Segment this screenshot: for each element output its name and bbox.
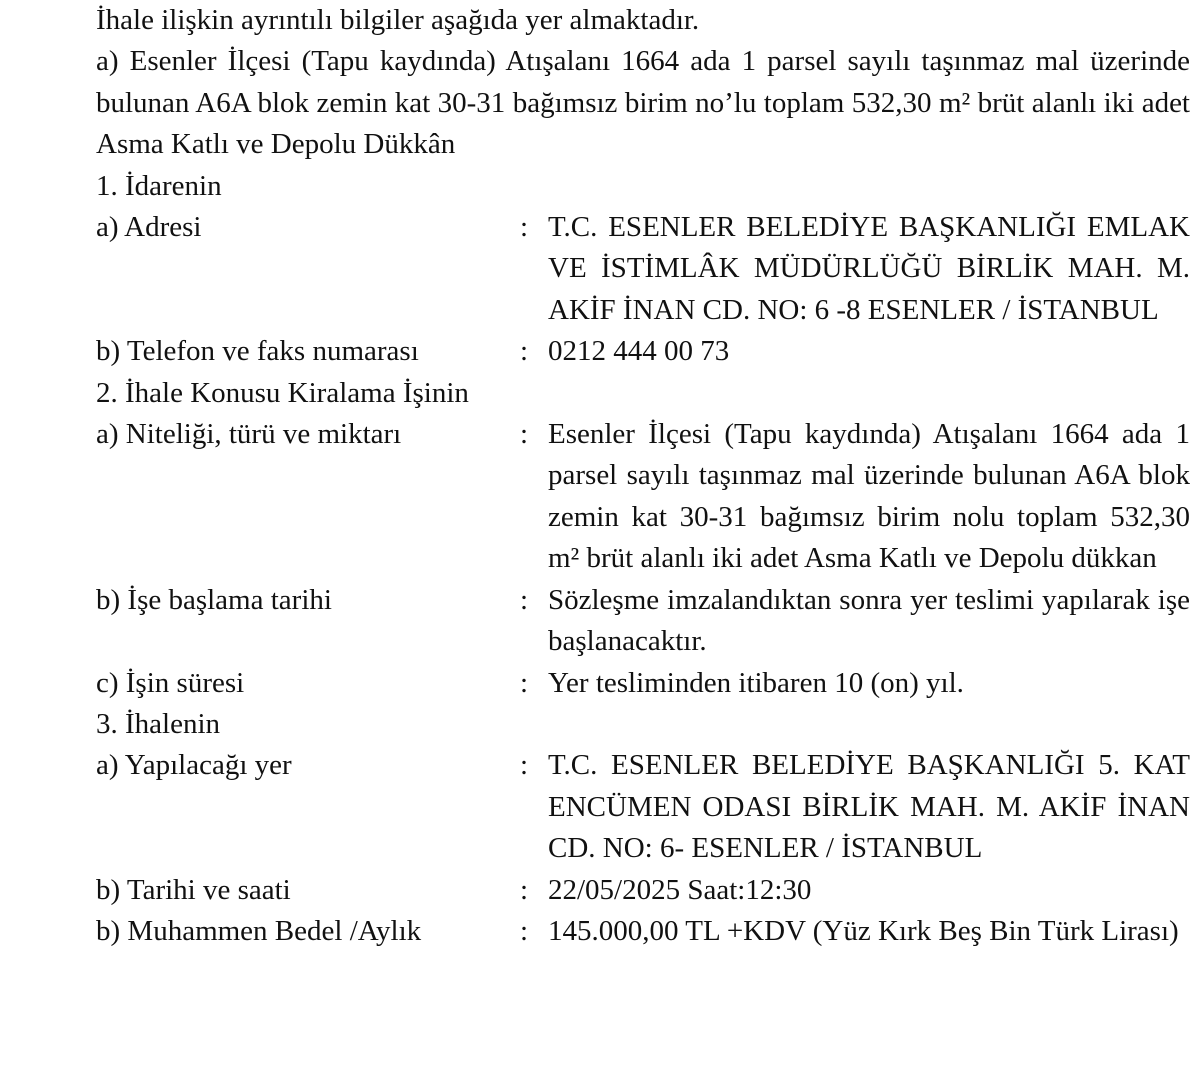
row-label: b) Telefon ve faks numarası (96, 335, 419, 368)
intro-text: İhale ilişkin ayrıntılı bilgiler aşağıda yer almaktadır. (96, 4, 700, 36)
row-value: Yer tesliminden itibaren 10 (on) yıl. (548, 666, 964, 699)
section-2-heading: 2. İhale Konusu Kiralama İşinin (96, 376, 469, 409)
item-a-description: a) Esenler İlçesi (Tapu kaydında) Atışalanı 1664 ada 1 parsel sayılı taşınmaz mal üzerinde bulunan A6A blok zemin kat 30-31 bağımsız birim no’lu toplam 532,30 m² brüt alanlı iki adet Asma Katlı ve Depolu Dükkân (96, 45, 1190, 161)
row-separator: : (520, 873, 529, 906)
section-1-heading: 1. İdarenin (96, 169, 222, 202)
row-value: Sözleşme imzalandıktan sonra yer teslimi yapılarak işe başlanacaktır. (548, 583, 1190, 658)
row-label: a) Yapılacağı yer (96, 749, 292, 782)
row-venue (96, 745, 1190, 869)
row-administration-address (96, 207, 1190, 331)
row-separator: : (520, 211, 529, 244)
row-label: a) Adresi (96, 211, 202, 244)
row-label: c) İşin süresi (96, 666, 245, 699)
row-separator: : (520, 914, 529, 947)
row-label: a) Niteliği, türü ve miktarı (96, 418, 402, 451)
row-estimated-price (96, 911, 1190, 952)
row-separator: : (520, 583, 529, 616)
row-phone-fax (96, 331, 1190, 372)
row-separator: : (520, 749, 529, 782)
row-value: 145.000,00 TL +KDV (Yüz Kırk Beş Bin Türk Lirası) (548, 914, 1179, 947)
section-3-heading: 3. İhalenin (96, 707, 221, 740)
row-separator: : (520, 335, 529, 368)
row-value: T.C. ESENLER BELEDİYE BAŞKANLIĞI 5. KAT ENCÜMEN ODASI BİRLİK MAH. M. AKİF İNAN CD. NO: 6- ESENLER / İSTANBUL (548, 749, 1190, 865)
row-label: b) Tarihi ve saati (96, 873, 291, 906)
row-label: b) İşe başlama tarihi (96, 583, 332, 616)
row-separator: : (520, 666, 529, 699)
tender-notice-document (96, 0, 1190, 952)
row-date-time (96, 870, 1190, 911)
row-value: Esenler İlçesi (Tapu kaydında) Atışalanı 1664 ada 1 parsel sayılı taşınmaz mal üzerinde bulunan A6A blok zemin kat 30-31 bağımsız birim nolu toplam 532,30 m² brüt alanlı iki adet Asma Katlı ve Depolu dükkan (548, 418, 1190, 575)
row-value: T.C. ESENLER BELEDİYE BAŞKANLIĞI EMLAK VE İSTİMLÂK MÜDÜRLÜĞÜ BİRLİK MAH. M. AKİF İNAN CD. NO: 6 -8 ESENLER / İSTANBUL (548, 211, 1190, 326)
row-duration (96, 663, 1190, 704)
row-start-date (96, 580, 1190, 663)
row-label: b) Muhammen Bedel /Aylık (96, 914, 422, 947)
row-value: 22/05/2025 Saat:12:30 (548, 873, 812, 906)
row-value: 0212 444 00 73 (548, 335, 730, 368)
row-nature-type-quantity (96, 414, 1190, 580)
row-separator: : (520, 418, 529, 451)
